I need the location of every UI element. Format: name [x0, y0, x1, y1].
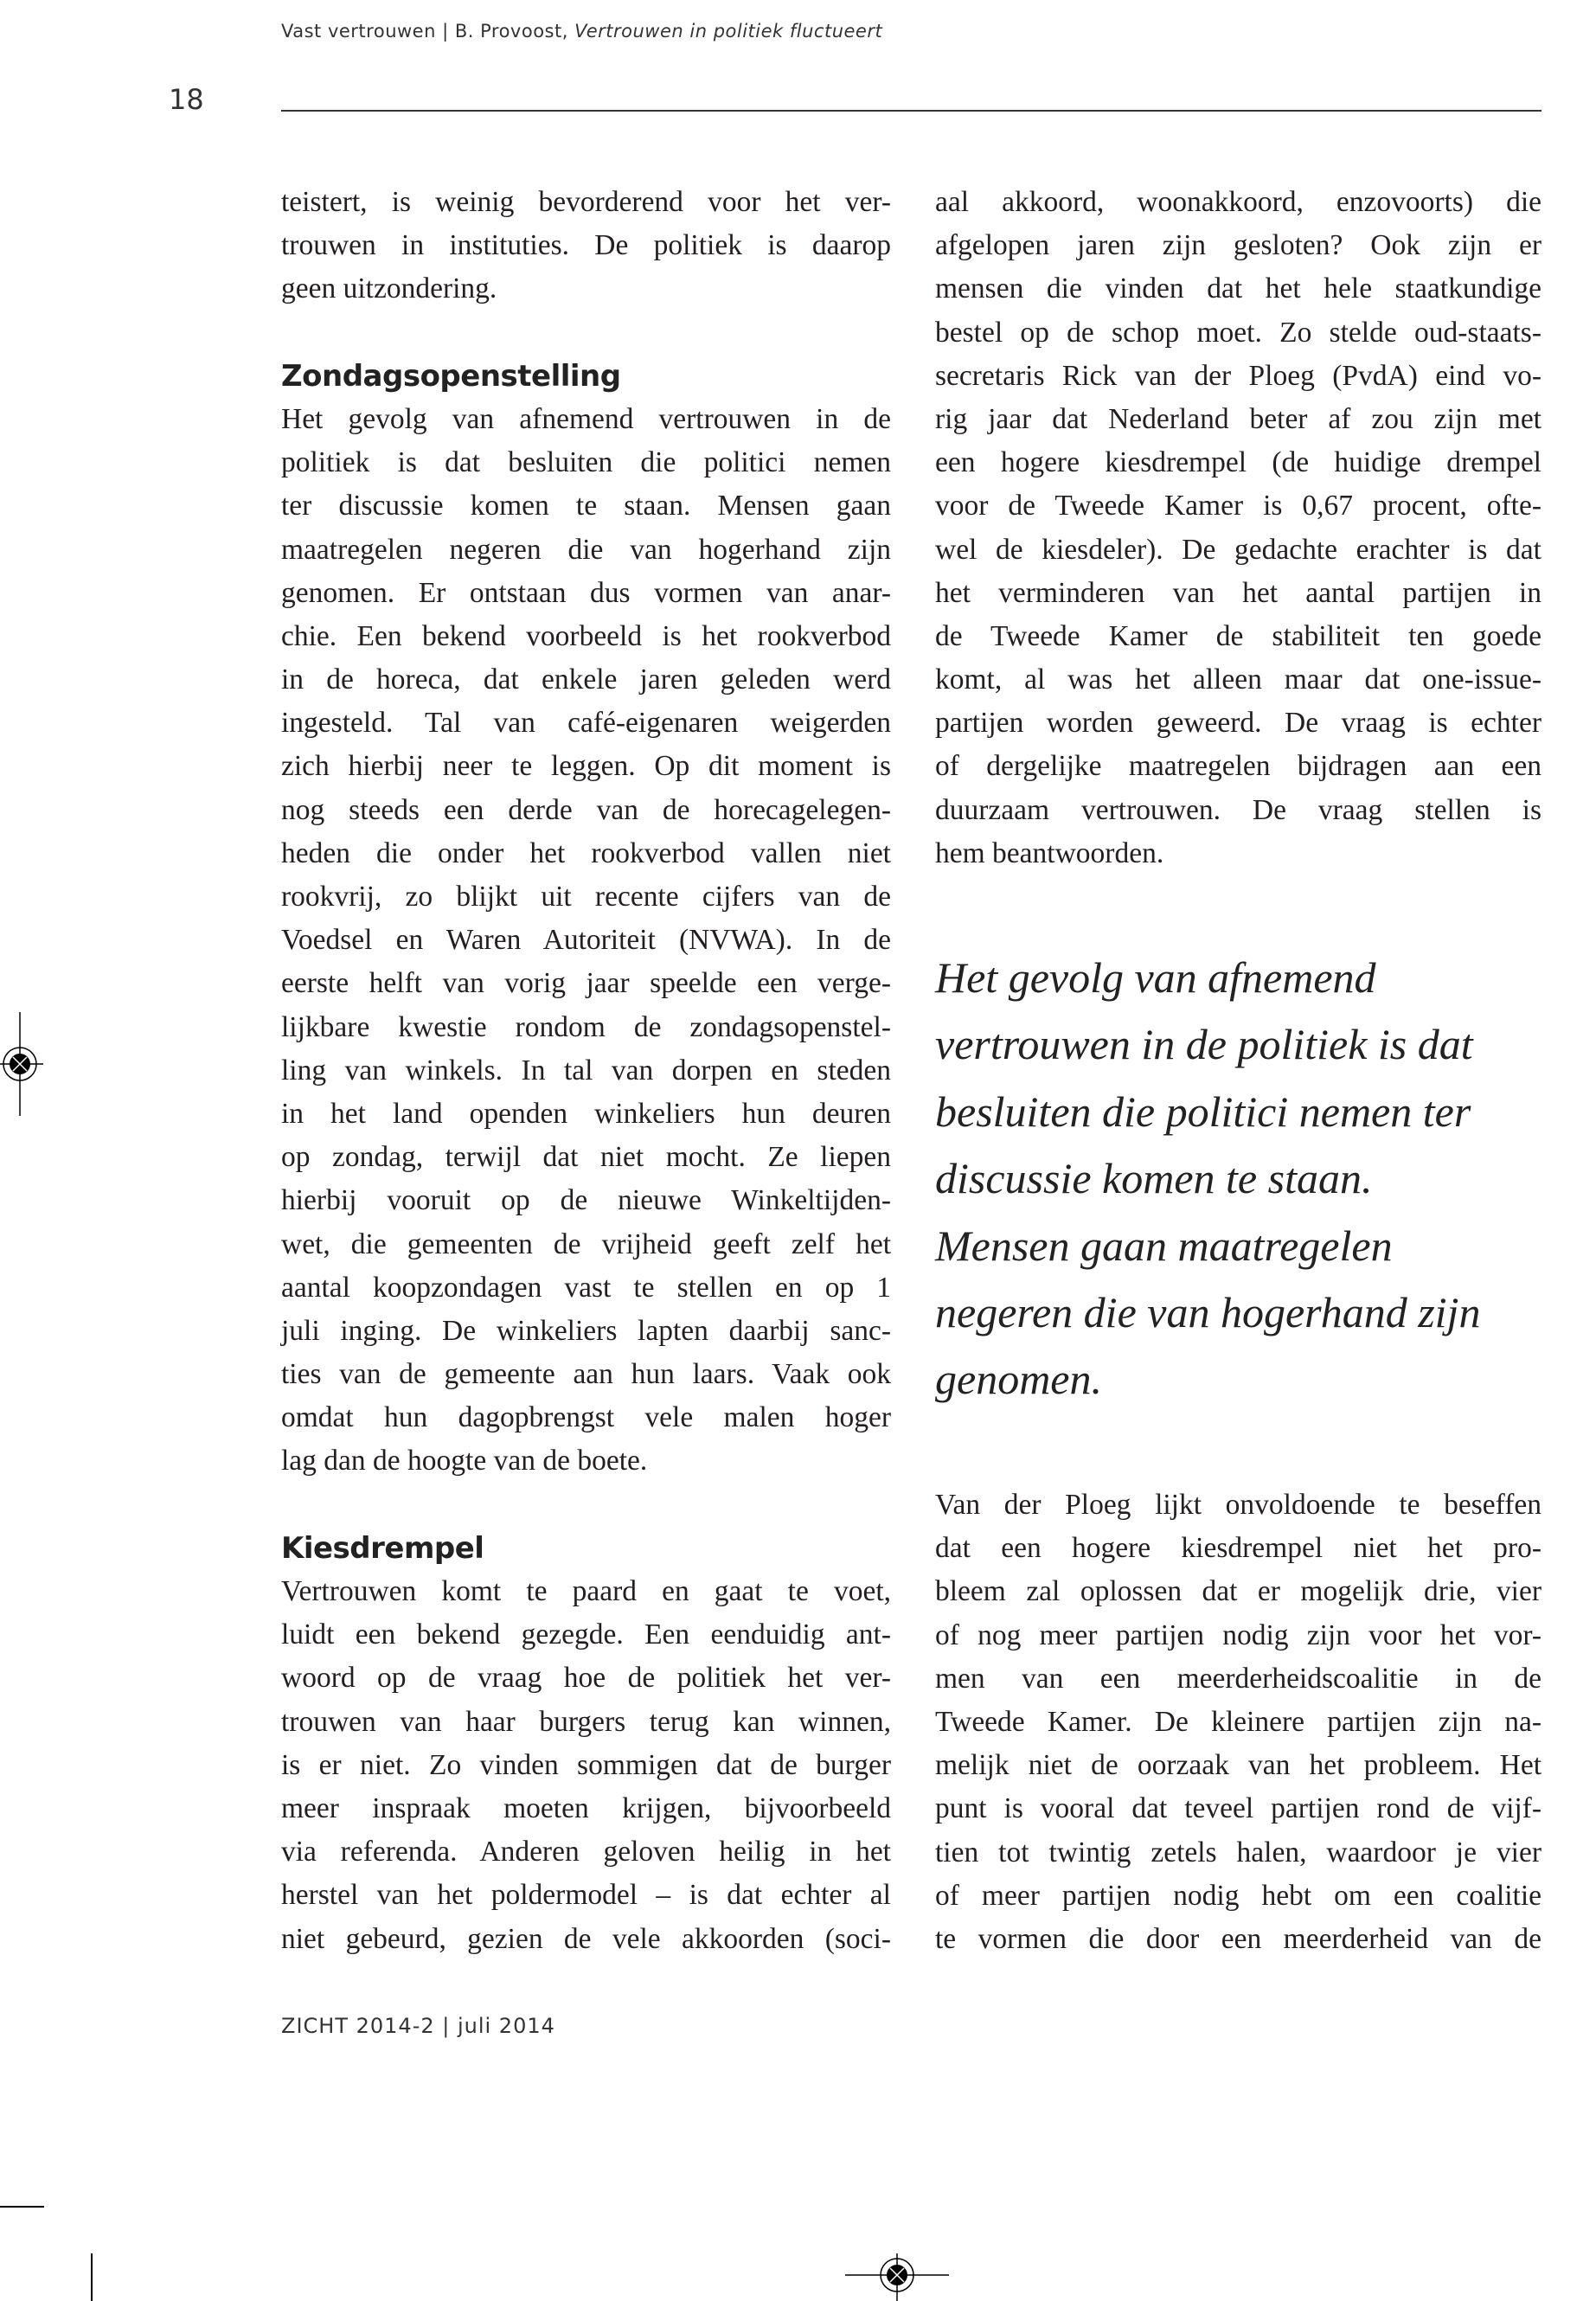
text-line: teistert, is weinig bevorderend voor het ver- [281, 186, 891, 218]
text-line: men van een meerderheidscoalitie in de [935, 1662, 1542, 1695]
text-line: hierbij vooruit op de nieuwe Winkeltijden- [281, 1184, 891, 1217]
text-line: mensen die vinden dat het hele staatkundige [935, 272, 1542, 305]
text-line: tien tot twintig zetels halen, waardoor je vier [935, 1836, 1542, 1868]
text-line: dat een hogere kiesdrempel niet het pro- [935, 1532, 1542, 1565]
text-line: rookvrij, zo blijkt uit recente cijfers van de [281, 881, 891, 913]
text-line: de Tweede Kamer de stabiliteit ten goede [935, 619, 1542, 652]
journal-section: Vast vertrouwen [281, 21, 436, 42]
section-heading: Zondagsopenstelling [281, 358, 621, 394]
text-line: politiek is dat besluiten die politici nemen [281, 446, 891, 479]
header-separator: | [442, 21, 449, 42]
section-heading: Kiesdrempel [281, 1530, 484, 1566]
right-column [935, 181, 1542, 875]
text-line: woord op de vraag hoe de politiek het ver- [281, 1662, 891, 1695]
header-article-title: Vertrouwen in politiek fluctueert [574, 21, 883, 42]
left-column [281, 181, 891, 1961]
text-line: Vertrouwen komt te paard en gaat te voet, [281, 1575, 891, 1607]
text-line: te vormen die door een meerderheid van de [935, 1922, 1542, 1955]
right-column-continued [935, 1484, 1542, 1961]
text-line: duurzaam vertrouwen. De vraag stellen is [935, 793, 1542, 826]
text-line: komt, al was het alleen maar dat one-issue- [935, 663, 1542, 696]
text-line: herstel van het poldermodel – is dat echter al [281, 1879, 891, 1912]
page-footer: ZICHT 2014-2 | juli 2014 [281, 2014, 555, 2038]
text-line: rig jaar dat Nederland beter af zou zijn met [935, 402, 1542, 435]
text-line: trouwen in instituties. De politiek is daarop [281, 229, 891, 262]
crop-mark [0, 2206, 44, 2208]
crop-mark [91, 2253, 93, 2301]
text-line: omdat hun dagopbrengst vele malen hoger [281, 1401, 891, 1434]
text-line: hem beantwoorden. [935, 836, 1164, 869]
header-rule [281, 110, 1542, 112]
blank-line [281, 1484, 891, 1527]
blank-line [281, 311, 891, 355]
text-line: of meer partijen nodig hebt om een coalitie [935, 1879, 1542, 1912]
text-line: secretaris Rick van der Ploeg (PvdA) eind vo- [935, 359, 1542, 392]
text-line: ling van winkels. In tal van dorpen en steden [281, 1054, 891, 1086]
text-line: aal akkoord, woonakkoord, enzovoorts) die [935, 186, 1542, 218]
text-line: lijkbare kwestie rondom de zondagsopenstel- [281, 1010, 891, 1043]
paragraph [281, 181, 891, 311]
text-line: in het land openden winkeliers hun deuren [281, 1097, 891, 1130]
text-line: nog steeds een derde van de horecagelegen- [281, 793, 891, 826]
paragraph [281, 1570, 891, 1961]
text-line: wel de kiesdeler). De gedachte erachter is dat [935, 533, 1542, 566]
text-line: aantal koopzondagen vast te stellen en op 1 [281, 1271, 891, 1304]
text-line: eerste helft van vorig jaar speelde een verge- [281, 967, 891, 1000]
text-line: een hogere kiesdrempel (de huidige drempel [935, 446, 1542, 479]
text-line: via referenda. Anderen geloven heilig in het [281, 1836, 891, 1868]
running-header [281, 21, 882, 42]
text-line: meer inspraak moeten krijgen, bijvoorbeeld [281, 1791, 891, 1824]
text-line: Voedsel en Waren Autoriteit (NVWA). In de [281, 924, 891, 957]
text-line: punt is vooral dat teveel partijen rond de vijf- [935, 1792, 1542, 1825]
text-line: zich hierbij neer te leggen. Op dit moment is [281, 750, 891, 783]
text-line: ties van de gemeente aan hun laars. Vaak ook [281, 1358, 891, 1391]
text-line: niet gebeurd, gezien de vele akkoorden (soci- [281, 1922, 891, 1955]
pull-quote-line: Het gevolg van afnemend [935, 953, 1376, 1002]
text-line: melijk niet de oorzaak van het probleem. Het [935, 1749, 1542, 1782]
pull-quote-line: Mensen gaan maatregelen [935, 1221, 1393, 1270]
text-line: genomen. Er ontstaan dus vormen van anar- [281, 576, 891, 609]
text-line: Het gevolg van afnemend vertrouwen in de [281, 402, 891, 435]
text-line: in de horeca, dat enkele jaren geleden werd [281, 663, 891, 696]
pull-quote-line: discussie komen te staan. [935, 1154, 1373, 1203]
text-line: op zondag, terwijl dat niet mocht. Ze liepen [281, 1141, 891, 1174]
text-line: het verminderen van het aantal partijen in [935, 576, 1542, 609]
header-author: B. Provoost, [454, 21, 568, 42]
paragraph [935, 1484, 1542, 1961]
paragraph [935, 181, 1542, 875]
text-line: Van der Ploeg lijkt onvoldoende te beseffen [935, 1489, 1542, 1521]
registration-mark-icon [0, 1012, 52, 1116]
text-line: of dergelijke maatregelen bijdragen aan een [935, 750, 1542, 783]
pull-quote-line: genomen. [935, 1355, 1102, 1404]
text-line: Tweede Kamer. De kleinere partijen zijn na- [935, 1705, 1542, 1738]
text-line: maatregelen negeren die van hogerhand zijn [281, 533, 891, 566]
text-line: trouwen van haar burgers terug kan winnen, [281, 1705, 891, 1738]
text-line: bestel op de schop moet. Zo stelde oud-staats- [935, 316, 1542, 349]
pull-quote-line: besluiten die politici nemen ter [935, 1086, 1471, 1136]
text-line: chie. Een bekend voorbeeld is het rookverbod [281, 619, 891, 652]
page-number: 18 [169, 83, 204, 116]
text-line: juli inging. De winkeliers lapten daarbij sanc- [281, 1314, 891, 1347]
text-line: bleem zal oplossen dat er mogelijk drie, vier [935, 1575, 1542, 1608]
text-line: geen uitzondering. [281, 272, 497, 305]
text-line: of nog meer partijen nodig zijn voor het vor- [935, 1618, 1542, 1651]
text-line: partijen worden geweerd. De vraag is echter [935, 707, 1542, 740]
pull-quote-line: negeren die van hogerhand zijn [935, 1287, 1481, 1336]
text-line: voor de Tweede Kamer is 0,67 procent, ofte- [935, 490, 1542, 522]
registration-mark-icon [845, 2249, 949, 2301]
text-line: luidt een bekend gezegde. Een eenduidig ant- [281, 1618, 891, 1651]
pull-quote-line: vertrouwen in de politiek is dat [935, 1020, 1473, 1069]
text-line: ter discussie komen te staan. Mensen gaan [281, 490, 891, 522]
text-line: is er niet. Zo vinden sommigen dat de burger [281, 1748, 891, 1781]
text-line: lag dan de hoogte van de boete. [281, 1445, 648, 1477]
text-line: wet, die gemeenten de vrijheid geeft zelf het [281, 1227, 891, 1260]
text-line: ingesteld. Tal van café-eigenaren weigerden [281, 707, 891, 740]
text-line: heden die onder het rookverbod vallen niet [281, 836, 891, 869]
pull-quote [935, 945, 1558, 1413]
text-line: afgelopen jaren zijn gesloten? Ook zijn er [935, 229, 1542, 262]
paragraph [281, 398, 891, 1484]
